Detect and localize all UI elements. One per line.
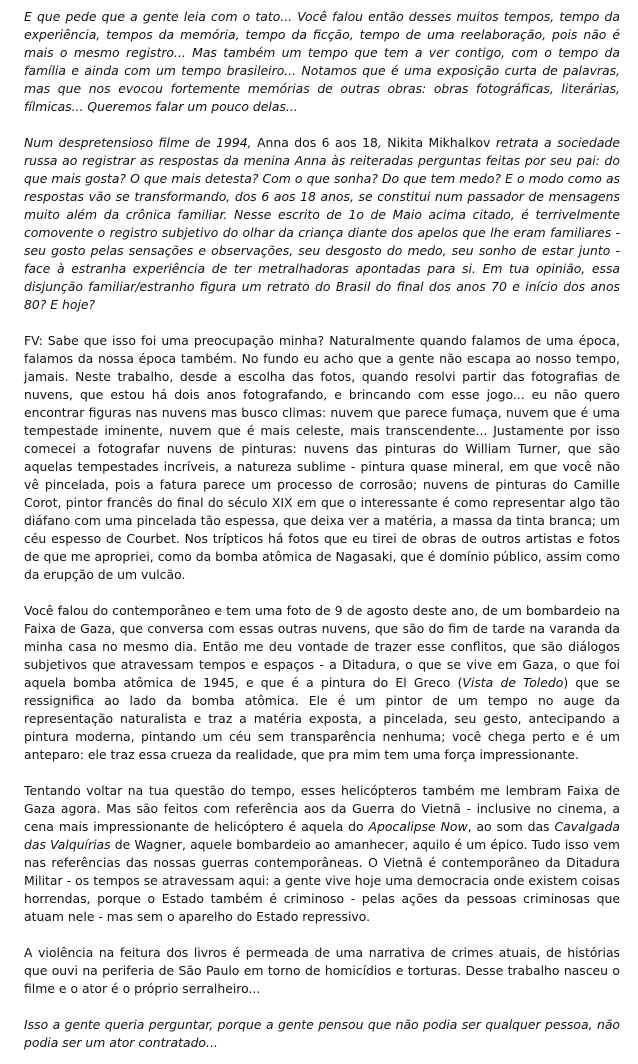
article-body [24,8,620,1052]
paragraph-4 [24,602,620,764]
paragraph-4-segment-3: ) que se ressignifica ao lado da bomba atômica. Ele é um pintor de um tempo no auge da representação naturalista e traz a matéria exposta, a pincelada, seu gesto, antecipando a pintura moderna, pintando um céu sem transparência nenhuma; você chega perto e é um anteparo: ele traz essa crueza da realidade, que pra mim tem uma força impressionante. [24,675,621,762]
paragraph-2 [24,134,620,314]
paragraph-3-segment-1: FV: Sabe que isso foi uma preocupação minha? Naturalmente quando falamos de uma época, falamos da nossa época também. No fundo eu acho que a gente não escapa ao nosso tempo, jamais. Neste trabalho, desde a escolha das fotos, quando resolvi partir das fotografias de nuvens, que estou há dois anos fotografando, e brincando com esse jogo... eu não quero encontrar figuras nas nuvens mas busco climas: nuvem que parece fumaça, nuvem que é uma tempestade iminente, nuvem que é mais celeste, mais transcendente... Justamente por isso comecei a fotografar nuvens de pinturas: nuvens das pinturas do William Turner, que são aquelas tempestades incríveis, a natureza sublime - pintura quase mineral, em que você não vê pincelada, pois a fatura parece um processo de corrosão; nuvens de pinturas do Camille Corot, pintor francês do final do século XIX em que o interessante é como representar algo tão diáfano com uma pincelada tão espessa, que deixa ver a matéria, a massa da tinta branca; um céu espesso de Courbet. Nos trípticos há fotos que eu tirei de obras de outros artistas e fotos de que me apropriei, como da bomba atômica de Nagasaki, que é domínio público, assim como da erupção de um vulcão. [24,333,620,582]
paragraph-5-segment-2: Apocalipse Now [368,819,468,834]
paragraph-1 [24,8,620,116]
paragraph-5-segment-3: , ao som das [467,819,555,834]
paragraph-2-segment-1: Num despretensioso filme de 1994, [24,135,258,150]
paragraph-2-segment-5: retrata a sociedade russa ao registrar as respostas da menina Anna às reiteradas perguntas feitas por seu pai: do que mais gosta? O que mais detesta? Com o que sonha? Do que tem medo? E o modo como as respostas vão se transformando, dos 6 aos 18 anos, se constitui num passador de mensagens muito além da crônica familiar. Nesse escrito de 1o de Maio acima citado, é terrivelmente comovente o registro subjetivo do olhar da criança diante dos apelos que lhe eram familiares - seu gosto pelas sensações e observações, seu desgosto do medo, seu sonho de estar junto - face à estranha experiência de ter metralhadoras apontadas para si. Em tua opinião, essa disjunção familiar/estranho figura um retrato do Brasil do final dos anos 70 e início dos anos 80? E hoje? [24,135,620,312]
paragraph-6-segment-1: A violência na feitura dos livros é permeada de uma narrativa de crimes atuais, de histórias que ouvi na periferia de São Paulo em torno de homicídios e torturas. Desse trabalho nasceu o filme e o ator é o próprio serralheiro... [24,945,620,996]
paragraph-7-segment-1: Isso a gente queria perguntar, porque a gente pensou que não podia ser qualquer pessoa, não podia ser um ator contratado... [24,1017,620,1050]
paragraph-4-segment-1: Você falou do contemporâneo e tem uma foto de 9 de agosto deste ano, de um bombardeio na Faixa de Gaza, que conversa com essas outras nuvens, que são do fim de tarde na varanda da minha casa no mesmo dia. Então me deu vontade de trazer esse conflitos, que são diálogos subjetivos que atravessam tempos e espaços - a Ditadura, o que se vive em Gaza, o que foi aquela bomba atômica de 1945, e que é a pintura do El Greco ( [24,603,620,690]
paragraph-4-segment-2: Vista de Toledo [462,675,564,690]
paragraph-2-segment-4: Nikita Mikhalkov [387,135,491,150]
paragraph-2-segment-3: , [377,135,388,150]
paragraph-3 [24,332,620,584]
paragraph-5-segment-1: Tentando voltar na tua questão do tempo, esses helicópteros também me lembram Faixa de Gaza agora. Mas são feitos com referência aos da Guerra do Vietnã - inclusive no cinema, a cena mais impressionante de helicóptero é aquela do [24,783,620,834]
paragraph-7 [24,1016,620,1052]
paragraph-5-segment-5: de Wagner, aquele bombardeio ao amanhecer, aquilo é um épico. Tudo isso vem nas referências das nossas guerras contemporâneas. O Vietnã é contemporâneo da Ditadura Militar - os tempos se atravessam aqui: a gente vive hoje uma democracia onde existem coisas horrendas, porque o Estado também é criminoso - pelas ações da pessoas criminosas que atuam nele - mas sem o aparelho do Estado repressivo. [24,837,620,924]
paragraph-5 [24,782,620,926]
paragraph-1-segment-1: E que pede que a gente leia com o tato... Você falou então desses muitos tempos, tempo da experiência, tempos da memória, tempo da ficção, tempo de uma reelaboração, pois não é mais o mesmo registro... Mas também um tempo que tem a ver contigo, com o tempo da família e ainda com um tempo brasileiro... Notamos que é uma exposição curta de palavras, mas que nos evocou fortemente memórias de outras obras: obras fotográficas, literárias, fílmicas... Queremos falar um pouco delas... [24,9,620,114]
paragraph-5-segment-4: Cavalgada das Valquírias [24,819,620,852]
paragraph-2-segment-2: Anna dos 6 aos 18 [257,135,378,150]
paragraph-6 [24,944,620,998]
